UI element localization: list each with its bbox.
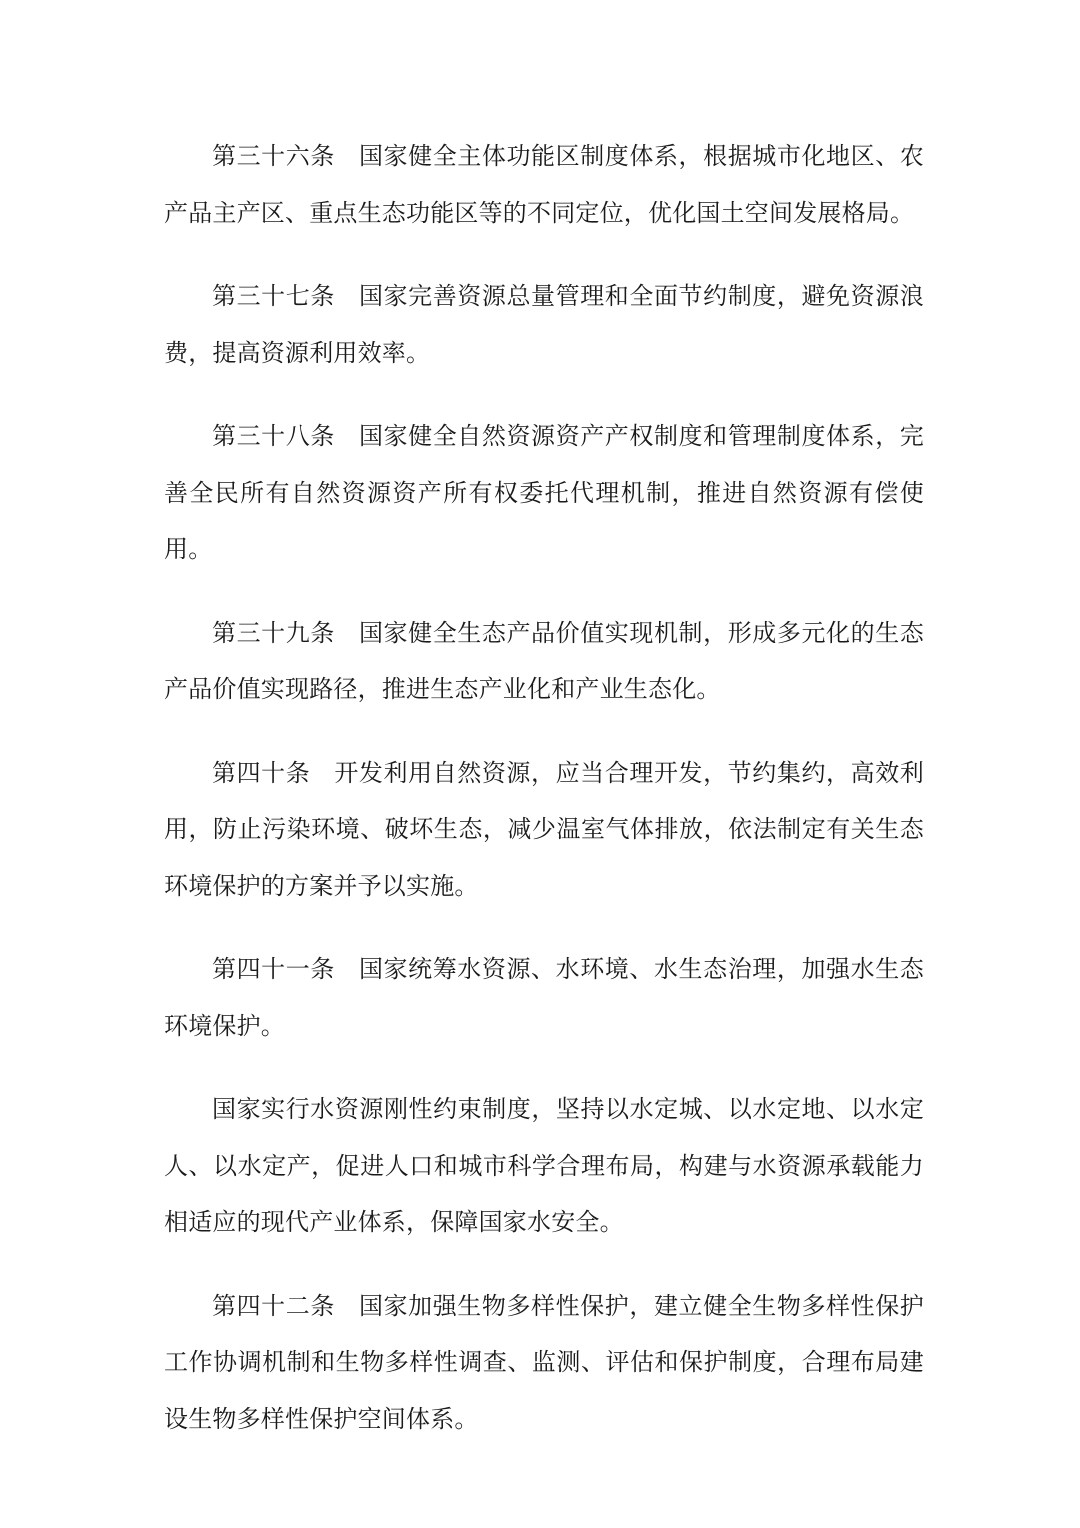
article-text: 国家健全主体功能区制度体系，根据城市化地区、农产品主产区、重点生态功能区等的不同定位，优化国土空间发展格局。 [164,142,925,227]
paragraph-article-38 [164,408,924,578]
paragraph-article-39 [164,605,924,718]
paragraph-article-37 [164,268,924,381]
paragraph-article-40 [164,745,924,915]
article-text: 国家完善资源总量管理和全面节约制度，避免资源浪费，提高资源利用效率。 [164,282,925,367]
article-text: 开发利用自然资源，应当合理开发，节约集约，高效利用，防止污染环境、破坏生态，减少温室气体排放，依法制定有关生态环境保护的方案并予以实施。 [164,758,924,900]
article-number: 第四十条 [212,758,311,787]
article-text: 国家统筹水资源、水环境、水生态治理，加强水生态环境保护。 [164,955,925,1040]
article-text: 国家健全自然资源资产产权制度和管理制度体系，完善全民所有自然资源资产所有权委托代理机制，推进自然资源有偿使用。 [164,422,925,563]
paragraph-article-36 [164,128,924,241]
article-text: 国家健全生态产品价值实现机制，形成多元化的生态产品价值实现路径，推进生态产业化和产业生态化。 [164,618,925,703]
article-number: 第四十二条 [212,1291,335,1320]
article-text: 国家加强生物多样性保护，建立健全生物多样性保护工作协调机制和生物多样性调查、监测、评估和保护制度，合理布局建设生物多样性保护空间体系。 [164,1291,925,1433]
article-text: 国家实行水资源刚性约束制度，坚持以水定城、以水定地、以水定人、以水定产，促进人口和城市科学合理布局，构建与水资源承载能力相适应的现代产业体系，保障国家水安全。 [164,1095,924,1236]
article-number: 第三十六条 [212,142,335,170]
article-number: 第三十七条 [212,282,335,310]
document-page [164,128,924,1474]
article-number: 第三十九条 [212,618,335,647]
paragraph-article-41-clause-2 [164,1081,924,1251]
article-number: 第三十八条 [212,422,335,450]
article-number: 第四十一条 [212,955,335,983]
paragraph-article-41 [164,941,924,1054]
paragraph-article-42 [164,1278,924,1448]
